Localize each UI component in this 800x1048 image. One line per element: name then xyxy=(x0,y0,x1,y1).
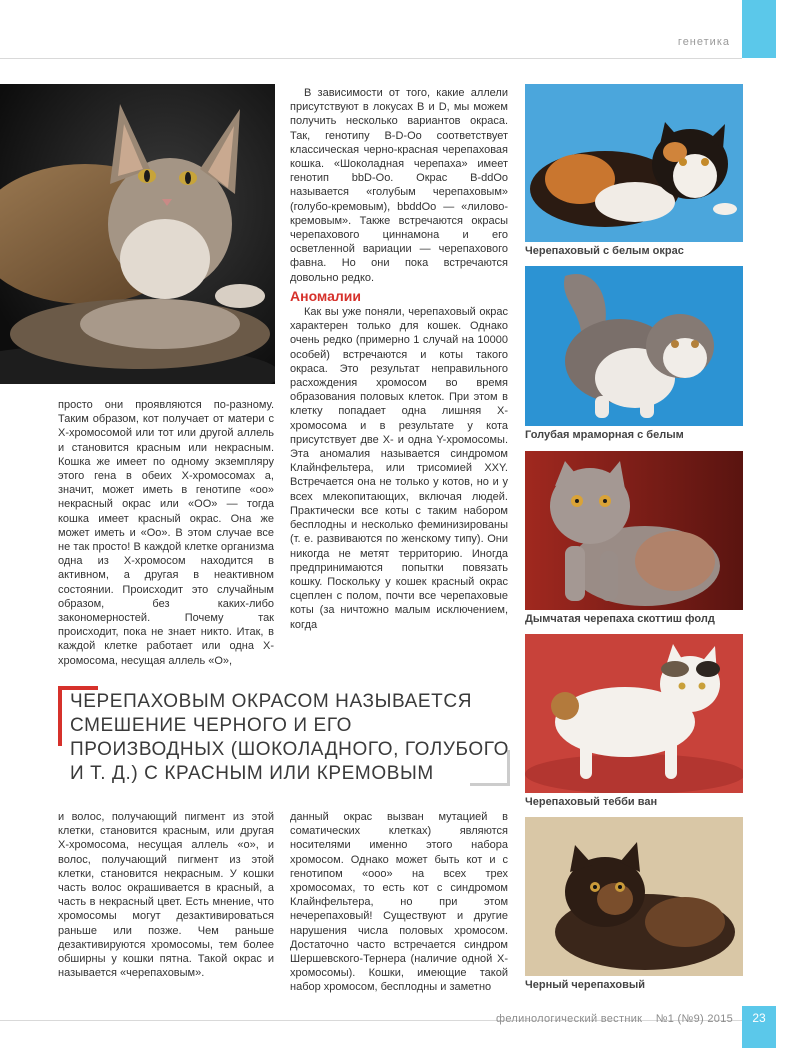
quote-accent-left xyxy=(58,686,62,746)
header-divider xyxy=(0,58,742,59)
photo-smoky-tortie-fold xyxy=(525,451,743,610)
subheading-anomalies: Аномалии xyxy=(290,287,361,304)
scottish-fold-illustration xyxy=(525,451,743,610)
column-2-top xyxy=(290,86,508,632)
paragraph: просто они проявляются по-разному. Таким образом, кот получает от матери с Х-хромосомой или тот или другой аллель и становится красным или некрасным. Кошка же имеет по одному экземпляру этого гена в обеих Х-хромосомах а, значит, может иметь в генотипе «оо» некрасный окрас или «ОО» — тогда кошка имеет красный окрас. Она же может иметь и «Оо». В этом случае все не так просто! В каждой клетке организма одна из Х-хромосом находится в активном, а другая в неактивном состоянии. Происходит это случайным образом, без каких-либо закономерностей. Почему так происходит, пока не знает никто. Итак, в каждой клетке работает или одна Х-хромосома, несущая аллель «О», xyxy=(58,399,274,667)
pull-quote xyxy=(58,686,510,786)
column-1-bottom xyxy=(58,810,274,980)
footer-magazine xyxy=(496,1013,733,1025)
header-accent-tab xyxy=(742,0,776,58)
issue-number: №1 (№9) 2015 xyxy=(655,1013,734,1025)
caption-photo-5: Черный черепаховый xyxy=(525,979,646,991)
photo-tortie-tabby-van xyxy=(525,634,743,793)
maine-coon-illustration xyxy=(0,84,275,384)
caption-photo-4: Черепаховый тебби ван xyxy=(525,796,658,808)
section-label: генетика xyxy=(677,36,730,48)
blue-marble-illustration xyxy=(525,266,743,426)
paragraph: и волос, получающий пигмент из этой клетки, становится красным, или другая Х-хромосома, несущая аллель «о», и волос, получающий пигмент из этой клетки, становится некрасным. У кошки часть волос окрашивается в красный, а часть в некрасный цвет. Есть мнение, что хромосомы могут дезактивироваться раньше или позже. Чем раньше дезактивируются хромосомы, тем более обширны у кошки пятна. Такой окрас и называется «черепаховым». xyxy=(58,811,274,980)
main-photo-maine-coon xyxy=(0,84,275,384)
photo-tortie-white xyxy=(525,84,743,242)
tabby-van-illustration xyxy=(525,634,743,793)
photo-blue-marble-white xyxy=(525,266,743,426)
caption-photo-1: Черепаховый с белым окрас xyxy=(525,245,684,257)
magazine-title: фелинологический вестник xyxy=(496,1013,643,1025)
column-1-top xyxy=(58,398,274,668)
page-number: 23 xyxy=(752,1011,766,1025)
pull-quote-text: ЧЕРЕПАХОВЫМ ОКРАСОМ НАЗЫВАЕТСЯ СМЕШЕНИЕ ЧЕРНОГО И ЕГО ПРОИЗВОДНЫХ (ШОКОЛАДНОГО, ГОЛУБОГО И Т. Д.) С КРАСНЫМ ИЛИ КРЕМОВЫМ xyxy=(70,691,509,784)
tortie-white-illustration xyxy=(525,84,743,242)
caption-photo-3: Дымчатая черепаха скоттиш фолд xyxy=(525,613,715,625)
paragraph: Как вы уже поняли, черепаховый окрас характерен только для кошек. Однако очень редко (примерно 1 случай на 10000 особей) встречаются и коты такого окраса. Это результат неправильного расхождения хромосом во время образования половых клеток. При этом в клетку попадает одна лишняя Х-хромосома и в результате у кота присутствует две Х- и одна Y-хромосомы. Эта аномалия называется синдромом Клайнфельтера, или трисомией XXY. Встречается она не только у котов, но и у всех млекопитающих, включая людей. Практически все коты с таким набором бесплодны и несколько феминизированы (т. е. развиваются по женскому типу). Они никогда не метят территорию. Иногда предпринимаются попытки повязать кошку. Поскольку у кошек красный окрас сцеплен с полом, почти все черепаховые коты (за ничтожно малым исключением, когда xyxy=(290,306,508,631)
paragraph: данный окрас вызван мутацией в соматических клетках) являются носителями именно этого набора хромосом. Однако может быть кот и с генотипом «ооо» на всех трех хромосомах, то есть кот с синдромом Клайнфельтера, но при этом нечерепаховый! Существуют и другие нарушения числа половых хромосом. Достаточно часто встречается синдром Шершевского-Тернера (наличие одной Х-хромосомы). Кошки, имеющие такой набор хромосом, бесплодны и заметно xyxy=(290,811,508,994)
photo-black-tortie xyxy=(525,817,743,976)
paragraph: В зависимости от того, какие аллели присутствуют в локусах В и D, мы можем получить несколько вариантов окраса. Так, генотипу B-D-Oo соответствует классическая черно-красная черепаховая кошка. «Шоколадная черепаха» имеет генотип bbD-Oo. Окрас B-ddOo называется «голубым черепаховым» (голубо-кремовым), bbddOo — «лилово-кремовым». Также встречаются окрасы черепахового циннамона и его осветленной вариации — черепахового фавна. Но они пока встречаются довольно редко. xyxy=(290,87,508,284)
column-2-bottom xyxy=(290,810,508,995)
black-tortie-illustration xyxy=(525,817,743,976)
caption-photo-2: Голубая мраморная с белым xyxy=(525,429,684,441)
